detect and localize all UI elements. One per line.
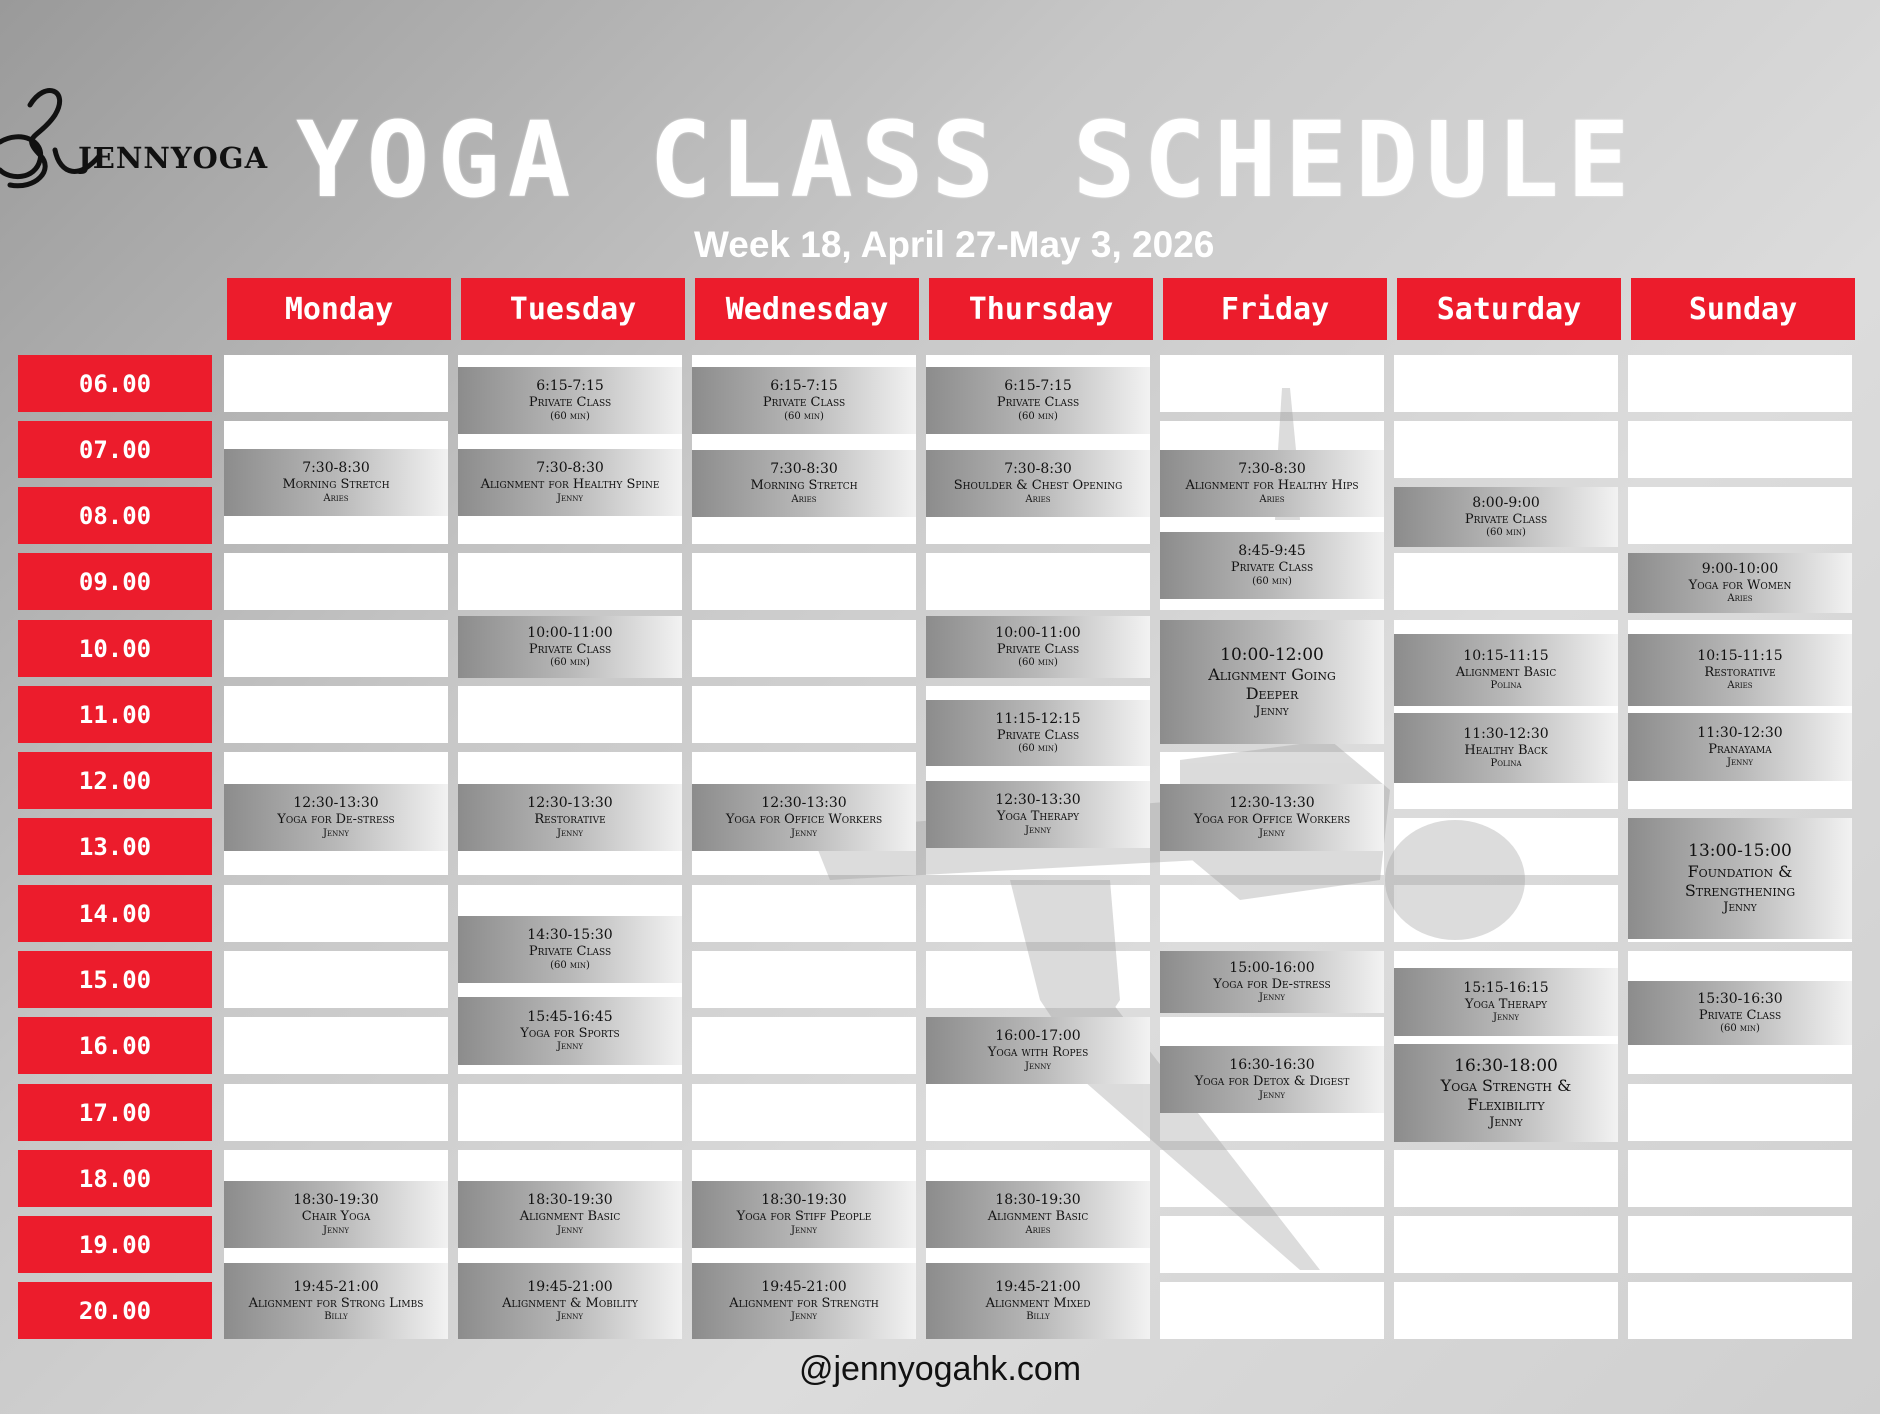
class-monday-0730[interactable] xyxy=(224,449,448,516)
class-instructor: (60 min) xyxy=(550,410,590,422)
schedule-cell xyxy=(926,553,1150,610)
class-sunday-1530[interactable] xyxy=(1628,981,1852,1045)
schedule-cell xyxy=(1394,553,1618,610)
class-instructor: (60 min) xyxy=(550,657,590,669)
day-header-friday: Friday xyxy=(1163,278,1387,340)
class-time: 11:15-12:15 xyxy=(995,710,1081,727)
class-time: 18:30-19:30 xyxy=(761,1192,847,1209)
class-name: Alignment & Mobility xyxy=(502,1295,638,1311)
class-time: 11:30-12:30 xyxy=(1463,725,1549,742)
class-name: Alignment for Healthy Hips xyxy=(1185,478,1359,494)
class-time: 12:30-13:30 xyxy=(293,795,379,812)
schedule-cell xyxy=(224,1084,448,1141)
class-name: Yoga for Stiff People xyxy=(736,1209,872,1225)
time-label-1400: 14.00 xyxy=(18,885,212,942)
schedule-cell xyxy=(1394,421,1618,478)
class-wednesday-1230[interactable] xyxy=(692,784,916,851)
class-instructor: Aries xyxy=(1727,680,1753,692)
class-time: 9:00-10:00 xyxy=(1701,560,1779,577)
class-instructor: Aries xyxy=(1259,493,1285,505)
schedule-cell xyxy=(1394,355,1618,412)
class-instructor: (60 min) xyxy=(1486,527,1526,539)
class-time: 10:00-11:00 xyxy=(527,624,613,641)
class-time: 10:00-11:00 xyxy=(995,624,1081,641)
class-tuesday-1945[interactable] xyxy=(458,1263,682,1339)
class-instructor: Billy xyxy=(324,1311,348,1323)
class-time: 19:45-21:00 xyxy=(761,1278,847,1295)
class-time: 19:45-21:00 xyxy=(995,1278,1081,1295)
class-name: Yoga Therapy xyxy=(1464,996,1548,1012)
schedule-cell xyxy=(692,553,916,610)
time-label-0800: 08.00 xyxy=(18,487,212,544)
class-wednesday-0730[interactable] xyxy=(692,450,916,517)
class-saturday-1015[interactable] xyxy=(1394,634,1618,706)
class-time: 8:45-9:45 xyxy=(1238,543,1306,560)
class-tuesday-1830[interactable] xyxy=(458,1181,682,1248)
class-saturday-1130[interactable] xyxy=(1394,713,1618,783)
class-time: 7:30-8:30 xyxy=(536,460,604,477)
class-monday-1945[interactable] xyxy=(224,1263,448,1339)
day-header-tuesday: Tuesday xyxy=(461,278,685,340)
class-sunday-0900[interactable] xyxy=(1628,553,1852,613)
class-instructor: Jenny xyxy=(557,1041,583,1053)
class-name: Private Class xyxy=(1464,511,1548,527)
logo-mark-icon xyxy=(0,80,230,200)
schedule-cell xyxy=(1394,1282,1618,1339)
class-instructor: Jenny xyxy=(1259,827,1285,839)
class-instructor: Aries xyxy=(1727,593,1753,605)
time-label-1500: 15.00 xyxy=(18,951,212,1008)
class-instructor: Aries xyxy=(1025,493,1051,505)
class-instructor: Aries xyxy=(323,492,349,504)
time-label-1900: 19.00 xyxy=(18,1216,212,1273)
class-name: Restorative xyxy=(1704,664,1776,680)
class-name: Private Class xyxy=(996,395,1080,411)
page-title: YOGA CLASS SCHEDULE xyxy=(296,99,1638,221)
class-name: Private Class xyxy=(762,395,846,411)
class-name: Alignment for Strength xyxy=(729,1295,879,1311)
class-instructor: Jenny xyxy=(323,827,349,839)
schedule-cell xyxy=(1628,487,1852,544)
day-header-monday: Monday xyxy=(227,278,451,340)
time-label-1200: 12.00 xyxy=(18,752,212,809)
schedule-cell xyxy=(1160,1216,1384,1273)
class-name: Shoulder & Chest Opening xyxy=(953,478,1123,494)
time-label-2000: 20.00 xyxy=(18,1282,212,1339)
class-time: 19:45-21:00 xyxy=(293,1278,379,1295)
class-tuesday-1545[interactable] xyxy=(458,997,682,1065)
time-label-1600: 16.00 xyxy=(18,1017,212,1074)
class-instructor: Jenny xyxy=(323,1224,349,1236)
schedule-cell xyxy=(692,686,916,743)
class-saturday-1515[interactable] xyxy=(1394,968,1618,1036)
class-instructor: (60 min) xyxy=(784,410,824,422)
class-time: 7:30-8:30 xyxy=(770,461,838,478)
schedule-cell xyxy=(926,885,1150,942)
class-thursday-1115[interactable] xyxy=(926,700,1150,766)
class-monday-1230[interactable] xyxy=(224,784,448,851)
schedule-cell xyxy=(1160,885,1384,942)
schedule-cell xyxy=(458,686,682,743)
class-tuesday-1230[interactable] xyxy=(458,784,682,851)
schedule-cell xyxy=(1628,1084,1852,1141)
time-label-0700: 07.00 xyxy=(18,421,212,478)
class-wednesday-0615[interactable] xyxy=(692,367,916,434)
class-tuesday-0730[interactable] xyxy=(458,449,682,516)
class-name: Private Class xyxy=(528,395,612,411)
class-instructor: Jenny xyxy=(1489,1114,1523,1130)
class-name: Chair Yoga xyxy=(301,1209,371,1225)
class-time: 15:30-16:30 xyxy=(1697,990,1783,1007)
class-sunday-1015[interactable] xyxy=(1628,634,1852,706)
time-label-1000: 10.00 xyxy=(18,620,212,677)
class-instructor: Jenny xyxy=(557,1311,583,1323)
class-instructor: (60 min) xyxy=(1720,1023,1760,1035)
schedule-cell xyxy=(1160,355,1384,412)
class-name: Alignment Basic xyxy=(987,1209,1089,1225)
class-time: 6:15-7:15 xyxy=(536,378,604,395)
time-label-1800: 18.00 xyxy=(18,1150,212,1207)
schedule-cell xyxy=(458,1084,682,1141)
class-instructor: Jenny xyxy=(791,1311,817,1323)
class-name: Private Class xyxy=(528,944,612,960)
class-name: Yoga Strength & Flexibility xyxy=(1440,1076,1572,1115)
day-header-thursday: Thursday xyxy=(929,278,1153,340)
class-time: 12:30-13:30 xyxy=(995,792,1081,809)
class-instructor: Jenny xyxy=(1493,1012,1519,1024)
class-friday-1630[interactable] xyxy=(1160,1046,1384,1113)
schedule-cell xyxy=(1394,818,1618,875)
schedule-cell xyxy=(1394,885,1618,942)
class-instructor: (60 min) xyxy=(550,959,590,971)
class-name: Yoga for Detox & Digest xyxy=(1194,1074,1350,1090)
class-thursday-1230[interactable] xyxy=(926,781,1150,848)
week-subtitle: Week 18, April 27-May 3, 2026 xyxy=(694,224,1215,265)
class-name: Yoga Therapy xyxy=(996,809,1080,825)
schedule-cell xyxy=(224,686,448,743)
class-tuesday-1000[interactable] xyxy=(458,616,682,678)
class-thursday-1830[interactable] xyxy=(926,1181,1150,1248)
class-instructor: Aries xyxy=(1025,1224,1051,1236)
class-instructor: Jenny xyxy=(791,827,817,839)
class-time: 12:30-13:30 xyxy=(1229,795,1315,812)
class-name: Healthy Back xyxy=(1464,742,1548,758)
schedule-cell xyxy=(224,951,448,1008)
class-instructor: Aries xyxy=(791,493,817,505)
class-thursday-1600[interactable] xyxy=(926,1017,1150,1084)
footer-handle[interactable]: @jennyogahk.com xyxy=(798,1350,1082,1388)
class-time: 10:00-12:00 xyxy=(1220,644,1324,665)
class-instructor: Jenny xyxy=(557,492,583,504)
schedule-cell xyxy=(224,620,448,677)
class-time: 10:15-11:15 xyxy=(1463,647,1549,664)
class-time: 16:30-16:30 xyxy=(1229,1057,1315,1074)
class-monday-1830[interactable] xyxy=(224,1181,448,1248)
time-label-1300: 13.00 xyxy=(18,818,212,875)
class-time: 15:45-16:45 xyxy=(527,1008,613,1025)
class-sunday-1130[interactable] xyxy=(1628,713,1852,781)
schedule-cell xyxy=(1160,1150,1384,1207)
day-header-sunday: Sunday xyxy=(1631,278,1855,340)
class-time: 7:30-8:30 xyxy=(302,460,370,477)
class-friday-0730[interactable] xyxy=(1160,450,1384,517)
class-name: Alignment for Healthy Spine xyxy=(480,477,660,493)
class-name: Yoga for Office Workers xyxy=(725,812,883,828)
class-time: 18:30-19:30 xyxy=(527,1192,613,1209)
class-time: 6:15-7:15 xyxy=(770,378,838,395)
time-label-0900: 09.00 xyxy=(18,553,212,610)
class-thursday-0730[interactable] xyxy=(926,450,1150,517)
class-name: Yoga for De-stress xyxy=(1213,976,1331,992)
class-name: Yoga for Women xyxy=(1688,577,1792,593)
class-time: 7:30-8:30 xyxy=(1004,461,1072,478)
class-name: Alignment Basic xyxy=(519,1209,621,1225)
class-friday-1230[interactable] xyxy=(1160,784,1384,851)
class-thursday-0615[interactable] xyxy=(926,367,1150,434)
class-name: Alignment Mixed xyxy=(985,1295,1091,1311)
class-name: Private Class xyxy=(528,641,612,657)
class-instructor: Jenny xyxy=(1727,757,1753,769)
schedule-cell xyxy=(1628,1216,1852,1273)
class-time: 6:15-7:15 xyxy=(1004,378,1072,395)
class-name: Private Class xyxy=(996,641,1080,657)
class-time: 18:30-19:30 xyxy=(995,1192,1081,1209)
schedule-cell xyxy=(1394,1150,1618,1207)
brand-name: JENNYOGA xyxy=(78,141,269,175)
class-name: Yoga for Office Workers xyxy=(1193,812,1351,828)
class-saturday-1630[interactable] xyxy=(1394,1044,1618,1142)
class-instructor: Billy xyxy=(1026,1311,1050,1323)
schedule-cell xyxy=(1160,1282,1384,1339)
class-name: Alignment Basic xyxy=(1455,664,1557,680)
class-instructor: (60 min) xyxy=(1018,743,1058,755)
class-friday-0845[interactable] xyxy=(1160,532,1384,599)
class-thursday-1945[interactable] xyxy=(926,1263,1150,1339)
class-time: 12:30-13:30 xyxy=(527,795,613,812)
class-tuesday-0615[interactable] xyxy=(458,367,682,434)
class-time: 18:30-19:30 xyxy=(293,1192,379,1209)
class-instructor: Jenny xyxy=(1259,992,1285,1004)
class-name: Morning Stretch xyxy=(282,477,390,493)
time-label-0600: 06.00 xyxy=(18,355,212,412)
schedule-cell xyxy=(224,553,448,610)
class-instructor: Polina xyxy=(1490,680,1522,692)
class-time: 16:00-17:00 xyxy=(995,1028,1081,1045)
schedule-cell xyxy=(692,620,916,677)
schedule-cell xyxy=(1628,1282,1852,1339)
class-name: Restorative xyxy=(534,812,606,828)
class-time: 16:30-18:00 xyxy=(1454,1055,1558,1076)
schedule-cell xyxy=(1628,355,1852,412)
class-instructor: Jenny xyxy=(557,827,583,839)
class-instructor: Jenny xyxy=(1025,1060,1051,1072)
class-name: Pranayama xyxy=(1708,741,1772,757)
class-name: Alignment for Strong Limbs xyxy=(248,1295,424,1311)
schedule-cell xyxy=(224,1017,448,1074)
class-time: 10:15-11:15 xyxy=(1697,647,1783,664)
class-instructor: Jenny xyxy=(1723,900,1757,916)
class-time: 14:30-15:30 xyxy=(527,927,613,944)
class-instructor: Jenny xyxy=(557,1224,583,1236)
class-time: 7:30-8:30 xyxy=(1238,461,1306,478)
class-instructor: Jenny xyxy=(791,1224,817,1236)
schedule-cell xyxy=(224,885,448,942)
schedule-cell xyxy=(458,553,682,610)
class-name: Private Class xyxy=(996,727,1080,743)
class-name: Morning Stretch xyxy=(750,478,858,494)
class-instructor: (60 min) xyxy=(1018,410,1058,422)
class-name: Yoga with Ropes xyxy=(987,1045,1089,1061)
schedule-cell xyxy=(1628,421,1852,478)
class-name: Private Class xyxy=(1230,560,1314,576)
schedule-cell xyxy=(1394,1216,1618,1273)
class-time: 19:45-21:00 xyxy=(527,1278,613,1295)
class-time: 15:15-16:15 xyxy=(1463,979,1549,996)
class-time: 8:00-9:00 xyxy=(1472,494,1540,511)
logo xyxy=(0,80,230,200)
class-thursday-1000[interactable] xyxy=(926,616,1150,678)
class-name: Yoga for Sports xyxy=(520,1025,620,1041)
class-sunday-1300[interactable] xyxy=(1628,818,1852,939)
schedule-cell xyxy=(692,885,916,942)
class-instructor: Polina xyxy=(1490,758,1522,770)
schedule-cell xyxy=(692,1084,916,1141)
class-instructor: Jenny xyxy=(1025,824,1051,836)
class-time: 11:30-12:30 xyxy=(1697,724,1783,741)
class-name: Yoga for De-stress xyxy=(277,812,395,828)
class-wednesday-1830[interactable] xyxy=(692,1181,916,1248)
schedule-cell xyxy=(224,355,448,412)
class-name: Alignment Going Deeper xyxy=(1208,665,1336,704)
class-instructor: Jenny xyxy=(1259,1089,1285,1101)
class-friday-1500[interactable] xyxy=(1160,951,1384,1013)
class-name: Private Class xyxy=(1698,1007,1782,1023)
schedule-cell xyxy=(692,951,916,1008)
class-time: 13:00-15:00 xyxy=(1688,841,1792,862)
time-label-1700: 17.00 xyxy=(18,1084,212,1141)
schedule-cell xyxy=(926,1084,1150,1141)
schedule-cell xyxy=(926,951,1150,1008)
class-instructor: Jenny xyxy=(1255,703,1289,719)
schedule-cell xyxy=(1628,1150,1852,1207)
class-time: 12:30-13:30 xyxy=(761,795,847,812)
class-tuesday-1430[interactable] xyxy=(458,916,682,983)
schedule-cell xyxy=(692,1017,916,1074)
class-instructor: (60 min) xyxy=(1252,575,1292,587)
time-label-1100: 11.00 xyxy=(18,686,212,743)
class-wednesday-1945[interactable] xyxy=(692,1263,916,1339)
day-header-wednesday: Wednesday xyxy=(695,278,919,340)
class-instructor: (60 min) xyxy=(1018,657,1058,669)
class-time: 15:00-16:00 xyxy=(1229,959,1315,976)
class-saturday-0800[interactable] xyxy=(1394,487,1618,547)
day-header-saturday: Saturday xyxy=(1397,278,1621,340)
class-friday-1000[interactable] xyxy=(1160,620,1384,744)
class-name: Foundation & Strengthening xyxy=(1684,861,1796,900)
